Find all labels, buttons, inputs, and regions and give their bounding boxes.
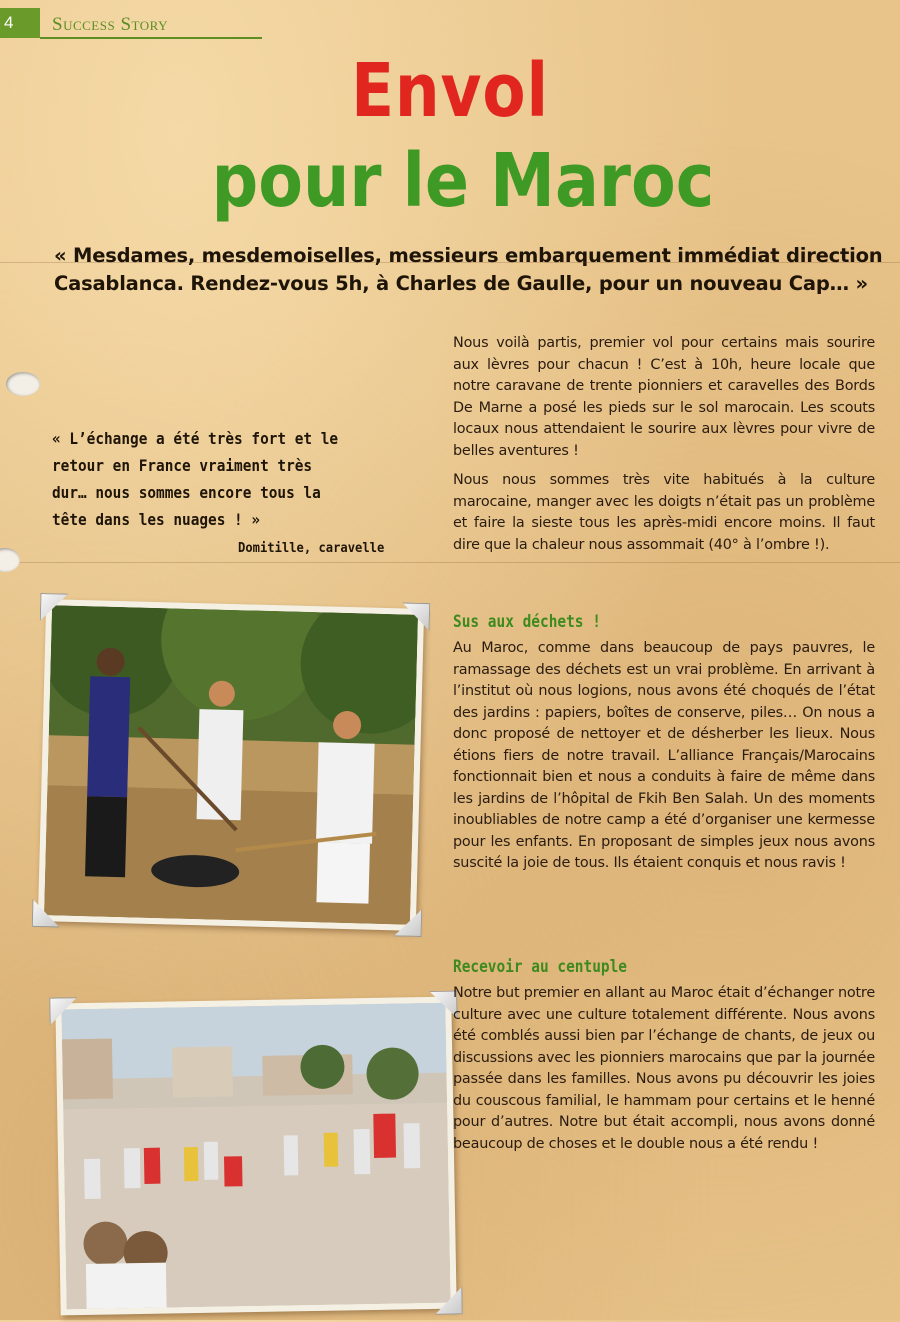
photo-children-games-icon bbox=[61, 1003, 450, 1310]
intro-paragraph-2: Nous nous sommes très vite habitués à la culture marocaine, manger avec les doigts n’était pas un problème et faire la sieste tous les après-midi encore moins. Il faut dire que la chaleur nous assommait (40° à l’ombre !). bbox=[453, 472, 875, 553]
photo-image bbox=[61, 1003, 450, 1310]
intro-column bbox=[453, 333, 875, 564]
section-body: Au Maroc, comme dans beaucoup de pays pauvres, le ramassage des déchets est un vrai problème. En arrivant à l’institut où nous logions, nous avons été choqués de l’état des jardins : papiers, boîtes de conserve, piles… On nous a donc proposé de nettoyer et de désherber les lieux. Nous étions fiers de notre travail. L’alliance Français/Marocains fonctionnait bien et nous a conduits à faire de même dans les jardins de l’hôpital de Fkih Ben Salah. Un des moments inoubliables de notre camp a été d’organiser une kermesse pour les enfants. En proposant de simples jeux nous avons suscité la joie de tous. Ils étaient conquis et nous ravis ! bbox=[453, 640, 875, 871]
paper-fold bbox=[0, 262, 900, 263]
section-heading: Recevoir au centuple bbox=[453, 957, 627, 977]
photo-garden-cleanup-icon bbox=[44, 605, 418, 924]
title-word-le: le bbox=[402, 138, 470, 224]
section-label: Success Story bbox=[52, 14, 168, 35]
punch-hole bbox=[0, 548, 20, 572]
section-recevoir-au-centuple bbox=[453, 957, 875, 1163]
intro-paragraph-1: Nous voilà partis, premier vol pour certains mais sourire aux lèvres pour chacun ! C’est à 10h, heure locale que notre caravane de trente pionniers et caravelles des Bords De Marne a posé les pieds sur le sol marocain. Les scouts locaux nous attendaient le sourire aux lèvres pour vivre de belles aventures ! bbox=[453, 335, 875, 459]
header-rule bbox=[40, 37, 262, 39]
title-line-2 bbox=[56, 138, 871, 224]
photo-image bbox=[44, 605, 418, 924]
section-heading: Sus aux déchets ! bbox=[453, 612, 601, 632]
punch-hole bbox=[6, 372, 40, 396]
quote-author: Domitille, caravelle bbox=[238, 540, 385, 556]
pull-quote: « L’échange a été très fort et le retour en France vraiment très dur… nous sommes encore tous la tête dans les nuages ! » bbox=[52, 429, 339, 529]
section-sus-aux-dechets bbox=[453, 612, 875, 883]
photo-children-games bbox=[55, 997, 456, 1316]
lead-paragraph: « Mesdames, mesdemoiselles, messieurs embarquement immédiat direction Casablanca. Rendez-vous 5h, à Charles de Gaulle, pour un nouveau Cap… » bbox=[54, 244, 883, 295]
page-header bbox=[0, 8, 262, 38]
page-number: 4 bbox=[0, 8, 40, 38]
title-word-pour: pour bbox=[211, 138, 382, 224]
title-line-1: Envol bbox=[351, 48, 549, 134]
photo-garden-cleanup bbox=[38, 599, 424, 931]
title-word-maroc: Maroc bbox=[490, 138, 715, 224]
section-body: Notre but premier en allant au Maroc était d’échanger notre culture avec une culture totalement différente. Nous avons été comblés aussi bien par l’échange de chants, de jeux ou discussions avec les pionniers marocains que par la journée passée dans les familles. Nous avons pu découvrir les joies du couscous familial, le hammam pour certains et le henné pour d’autres. Notre but était accompli, nous avons donné beaucoup de choses et le double nous a été rendu ! bbox=[453, 985, 875, 1152]
